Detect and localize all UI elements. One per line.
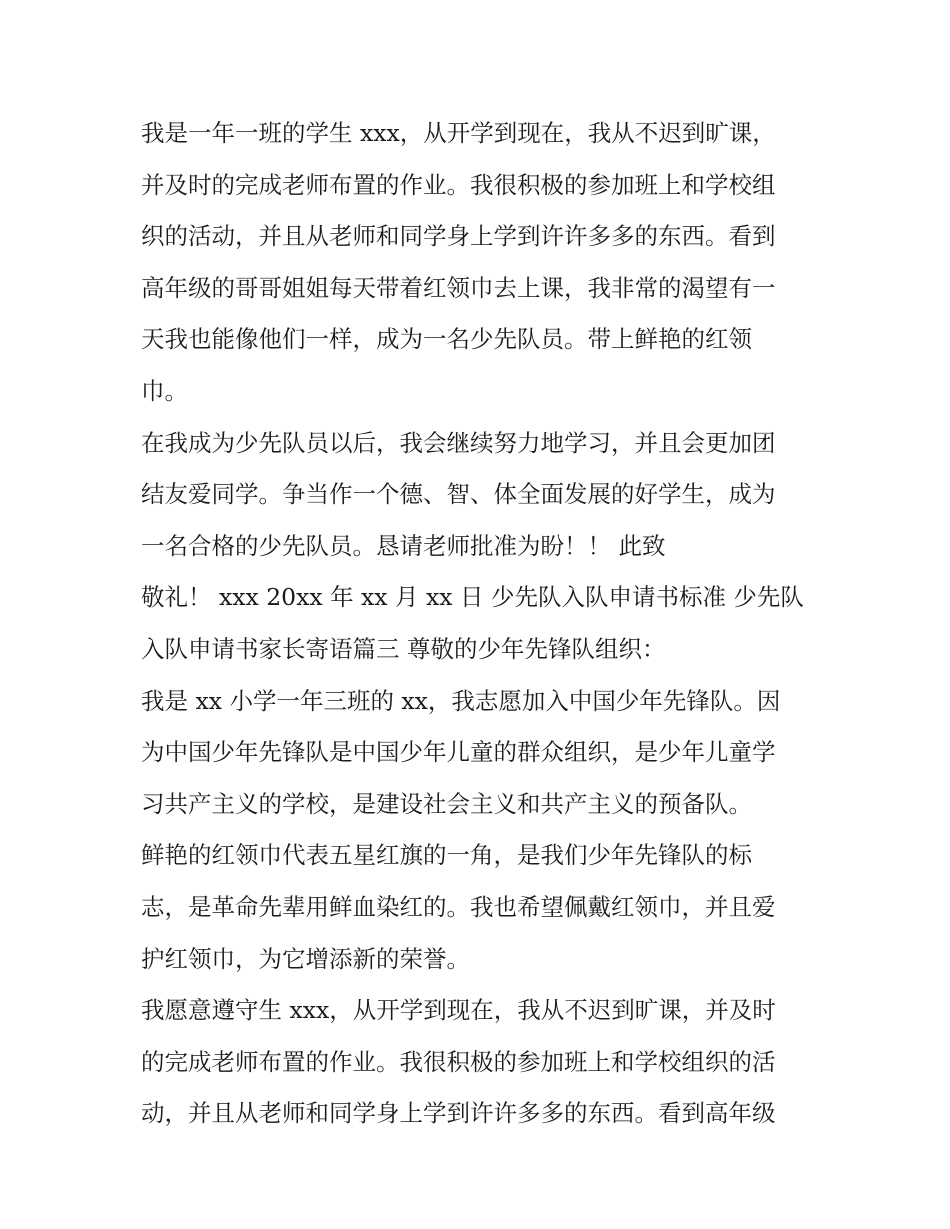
text-line: 护红领巾，为它增添新的荣誉。 [141, 944, 470, 973]
document-body [141, 108, 821, 1140]
text-line: 结友爱同学。争当作一个德、智、体全面发展的好学生，成为 [141, 480, 776, 509]
text-line: 鲜艳的红领巾代表五星红旗的一角，是我们少年先锋队的标 [141, 841, 752, 870]
text-line: 动，并且从老师和同学身上学到许许多多的东西。看到高年级 [141, 1099, 776, 1128]
text-line: 的完成老师布置的作业。我很积极的参加班上和学校组织的活 [141, 1047, 776, 1076]
text-line: 习共产主义的学校，是建设社会主义和共产主义的预备队。 [141, 789, 752, 818]
text-line: 入队申请书家长寄语篇三 尊敬的少年先锋队组织： [141, 634, 666, 663]
text-line: 志，是革命先辈用鲜血染红的。我也希望佩戴红领巾，并且爱 [141, 892, 776, 921]
text-line: 我是 xx 小学一年三班的 xx，我志愿加入中国少年先锋队。因 [141, 686, 781, 715]
text-line: 高年级的哥哥姐姐每天带着红领巾去上课，我非常的渴望有一 [141, 273, 776, 302]
text-line: 在我成为少先队员以后，我会继续努力地学习，并且会更加团 [141, 428, 776, 457]
text-line: 敬礼！ xxx 20xx 年 xx 月 xx 日 少先队入队申请书标准 少先队 [141, 583, 804, 612]
text-line: 我是一年一班的学生 xxx，从开学到现在，我从不迟到旷课， [141, 119, 776, 147]
text-line: 并及时的完成老师布置的作业。我很积极的参加班上和学校组 [141, 170, 776, 199]
text-line: 我愿意遵守生 xxx，从开学到现在，我从不迟到旷课，并及时 [141, 996, 776, 1025]
text-line: 为中国少年先锋队是中国少年儿童的群众组织，是少年儿童学 [141, 738, 776, 767]
text-line: 一名合格的少先队员。恳请老师批准为盼！！ 此致 [141, 531, 666, 560]
text-line: 巾。 [141, 376, 188, 405]
text-line: 织的活动，并且从老师和同学身上学到许许多多的东西。看到 [141, 222, 776, 251]
text-line: 天我也能像他们一样，成为一名少先队员。带上鲜艳的红领 [141, 325, 752, 354]
